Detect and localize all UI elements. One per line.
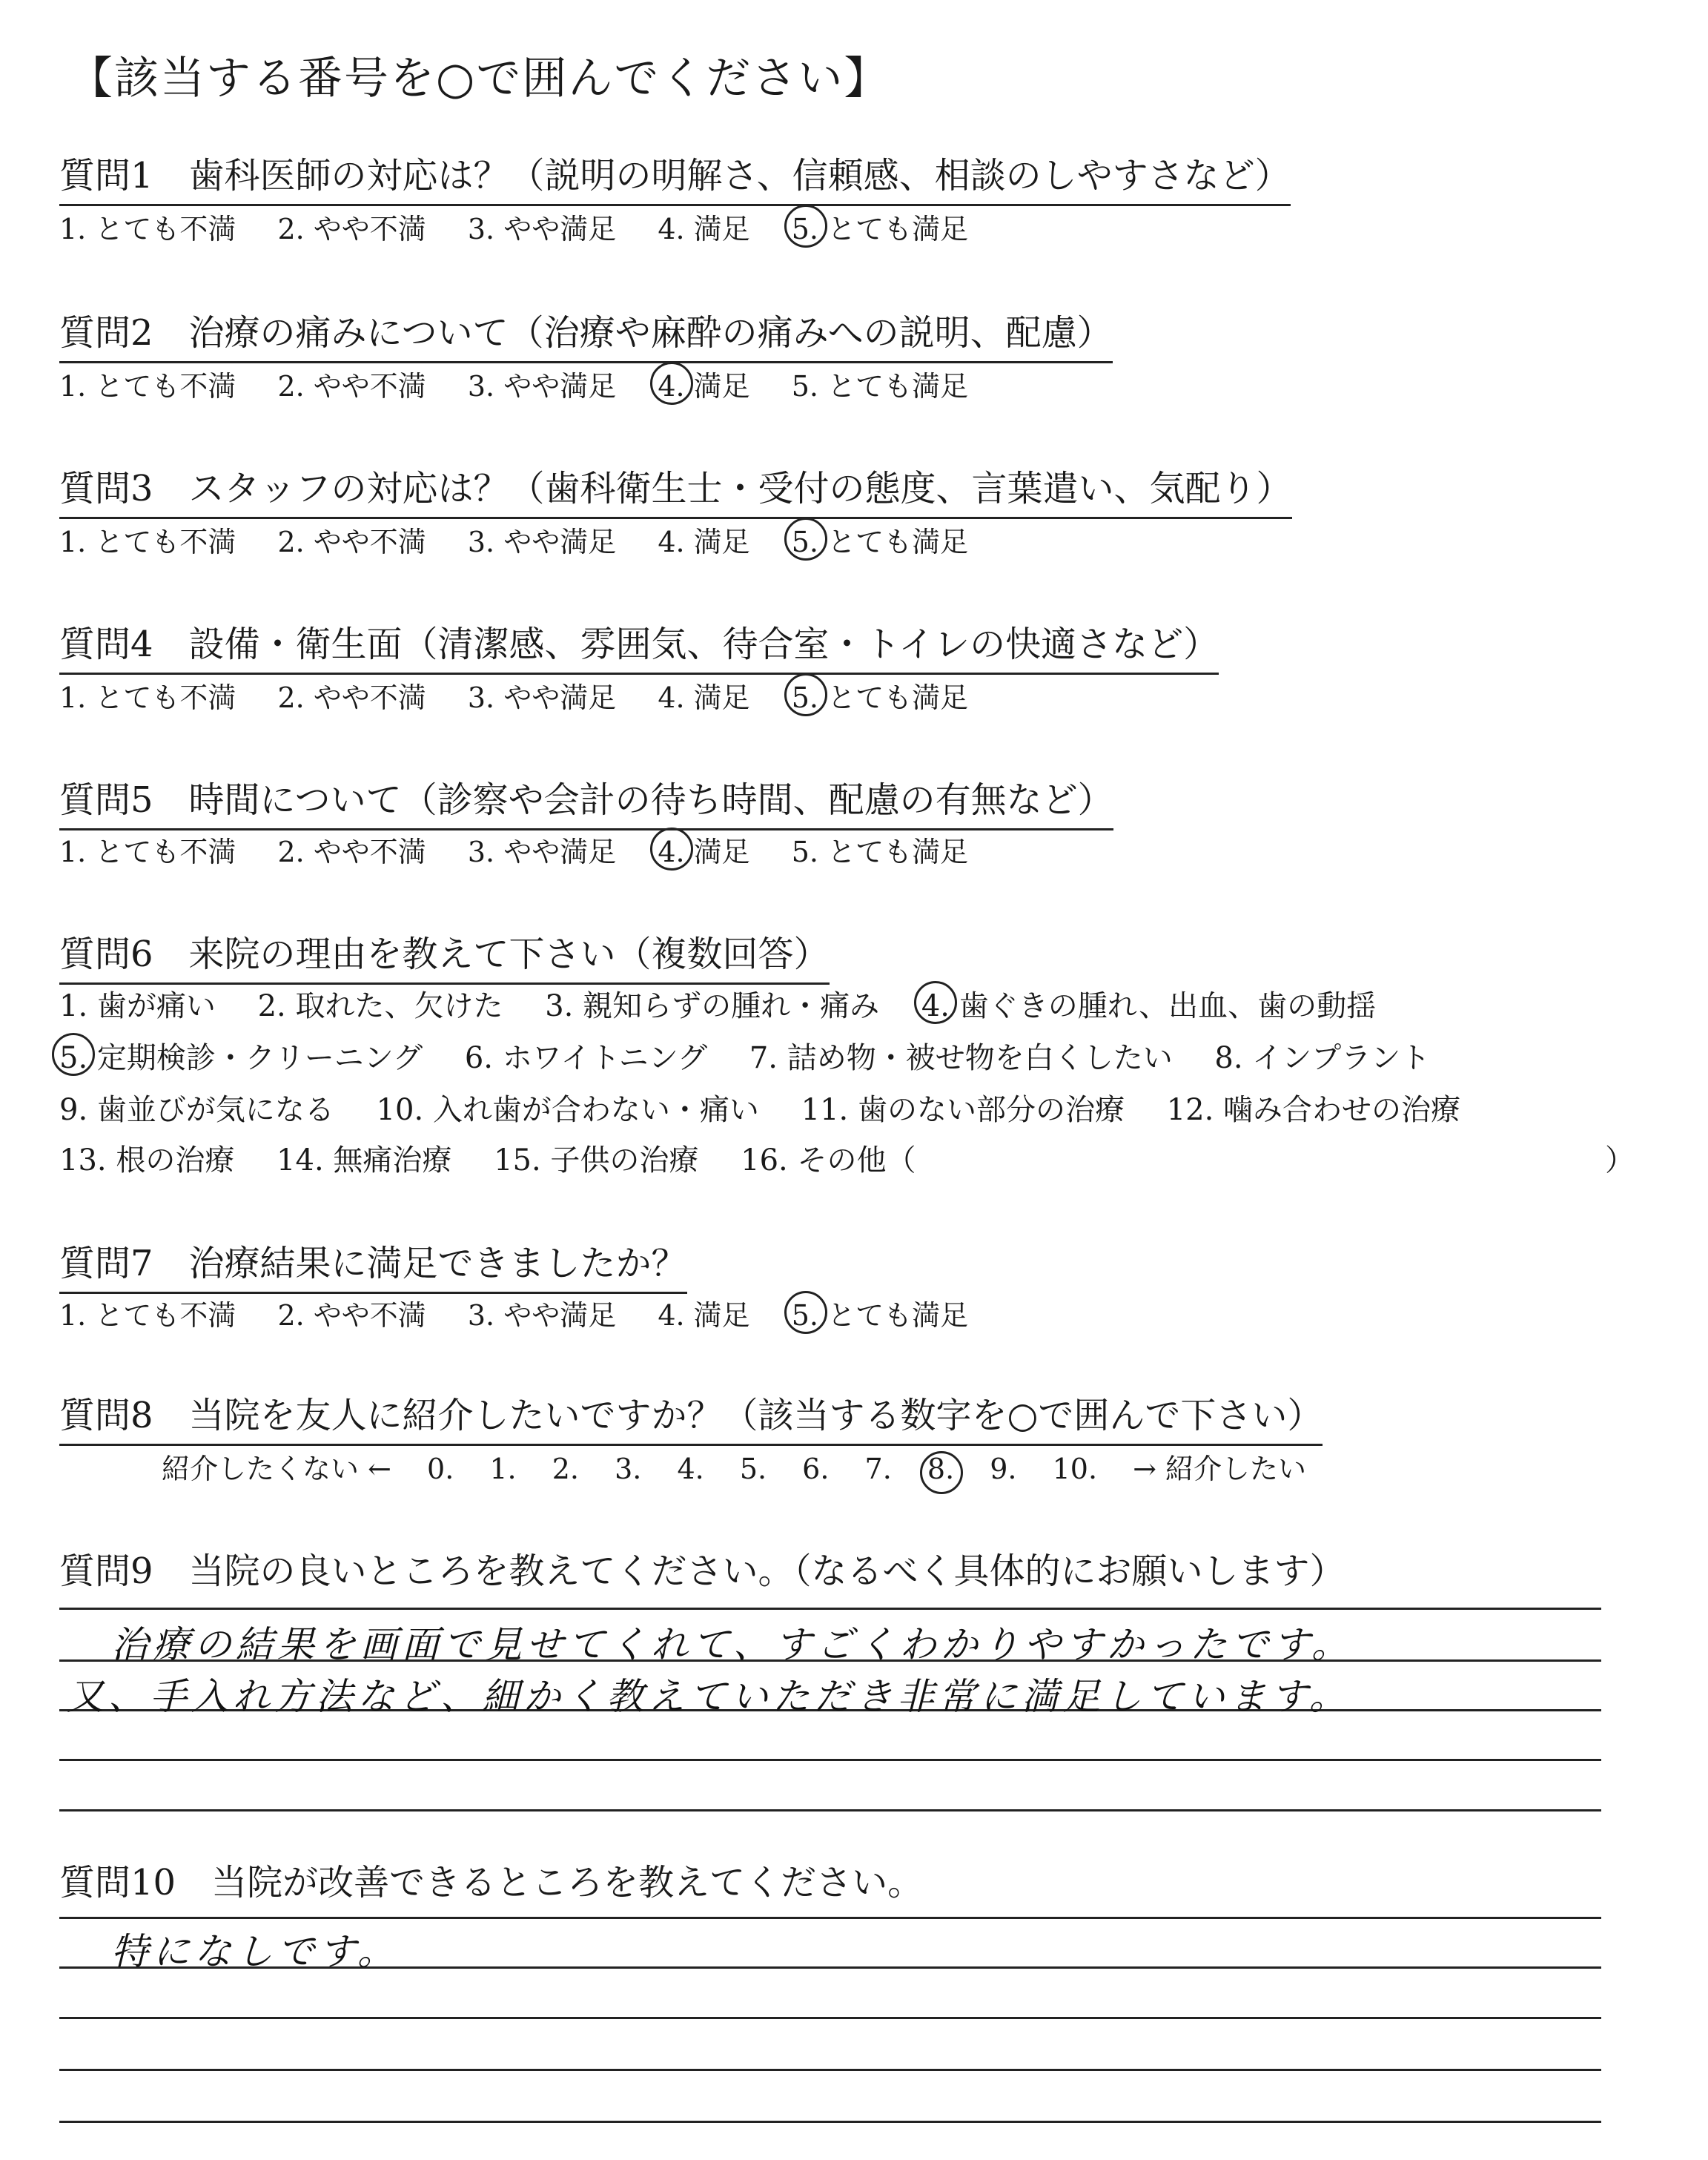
q9-handwritten-answer-line-2: 又、手入れ方法など、細かく教えていただき非常に満足しています。 — [67, 1675, 1351, 1718]
q8-number-4[interactable]: 4. — [677, 1453, 704, 1485]
q3-option-1[interactable]: 1. とても不満 — [59, 526, 236, 558]
q2-option-1[interactable]: 1. とても不満 — [59, 370, 236, 403]
q8-number-3[interactable]: 3. — [615, 1453, 642, 1485]
q2-title: 質問2 治療の痛みについて（治療や麻酔の痛みへの説明、配慮） — [59, 304, 1113, 363]
q7-option-2[interactable]: 2. やや不満 — [277, 1299, 426, 1332]
q4-option-3[interactable]: 3. やや満足 — [467, 681, 617, 714]
q3-option-3[interactable]: 3. やや満足 — [467, 526, 617, 558]
q6-option-6[interactable]: 6. ホワイトニング — [464, 1041, 708, 1075]
q8-number-9[interactable]: 9. — [990, 1453, 1017, 1485]
q6-option-1[interactable]: 1. 歯が痛い — [59, 989, 216, 1023]
q6-title: 質問6 来院の理由を教えて下さい（複数回答） — [59, 925, 830, 985]
q4-option-4[interactable]: 4. 満足 — [658, 681, 750, 714]
q5-title: 質問5 時間について（診察や会計の待ち時間、配慮の有無など） — [59, 771, 1113, 830]
q9-title: 質問9 当院の良いところを教えてください。（なるべく具体的にお願いします） — [59, 1550, 1345, 1592]
q2-option-3[interactable]: 3. やや満足 — [467, 370, 617, 403]
q10-title: 質問10 当院が改善できるところを教えてください。 — [59, 1862, 924, 1903]
q6-row-1 — [59, 982, 1409, 1025]
q2-options — [59, 363, 1001, 404]
q3-option-5-circled[interactable]: 5. とても満足 — [792, 519, 968, 560]
q6-option-16[interactable]: 16. その他（ — [741, 1143, 916, 1178]
q1-option-4[interactable]: 4. 満足 — [658, 213, 750, 245]
q8-number-2[interactable]: 2. — [552, 1453, 579, 1485]
q6-option-12[interactable]: 12. 噛み合わせの治療 — [1166, 1093, 1461, 1127]
q1-option-1[interactable]: 1. とても不満 — [59, 213, 236, 245]
q3-option-4[interactable]: 4. 満足 — [658, 526, 750, 558]
q6-option-2[interactable]: 2. 取れた、欠けた — [257, 989, 503, 1023]
q10-answer-rule-5 — [59, 2121, 1601, 2123]
q8-number-10[interactable]: 10. — [1052, 1453, 1098, 1485]
q1-title: 質問1 歯科医師の対応は？（説明の明解さ、信頼感、相談のしやすさなど） — [59, 147, 1291, 206]
q3-option-2[interactable]: 2. やや不満 — [277, 526, 426, 558]
q10-answer-rule-4 — [59, 2069, 1601, 2071]
q6-option-9[interactable]: 9. 歯並びが気になる — [59, 1093, 334, 1127]
q7-option-3[interactable]: 3. やや満足 — [467, 1299, 617, 1332]
q5-option-3[interactable]: 3. やや満足 — [467, 836, 617, 868]
q2-option-5[interactable]: 5. とても満足 — [791, 370, 969, 403]
q5-option-2[interactable]: 2. やや不満 — [277, 836, 426, 868]
q8-number-7[interactable]: 7. — [864, 1453, 892, 1485]
q5-option-5[interactable]: 5. とても満足 — [791, 836, 969, 868]
q7-option-4[interactable]: 4. 満足 — [658, 1299, 750, 1332]
q9-answer-rule-1 — [59, 1608, 1601, 1610]
q6-row-4 — [59, 1137, 1635, 1179]
q3-title: 質問3 スタッフの対応は？（歯科衛生士・受付の態度、言葉遣い、気配り） — [59, 460, 1292, 519]
q10-answer-rule-1 — [59, 1917, 1601, 1919]
q8-scale — [162, 1446, 1333, 1487]
q5-options — [59, 829, 1001, 870]
q9-handwritten-answer-line-1: 治療の結果を画面で見せてくれて、すごくわかりやすかったです。 — [111, 1623, 1353, 1666]
q4-option-5-circled[interactable]: 5. とても満足 — [792, 675, 968, 716]
q1-option-3[interactable]: 3. やや満足 — [467, 213, 617, 245]
q8-number-6[interactable]: 6. — [802, 1453, 830, 1485]
q7-option-1[interactable]: 1. とても不満 — [59, 1299, 236, 1332]
q6-option-14[interactable]: 14. 無痛治療 — [277, 1143, 452, 1178]
q4-option-2[interactable]: 2. やや不満 — [277, 681, 426, 714]
q1-option-5-circled[interactable]: 5. とても満足 — [792, 206, 968, 247]
q3-options — [59, 519, 1001, 560]
q4-options — [59, 675, 1001, 716]
q5-option-4-circled[interactable]: 4. 満足 — [658, 829, 749, 870]
q8-right-label: → 紹介したい — [1133, 1453, 1307, 1485]
q8-left-label: 紹介したくない ← — [162, 1453, 391, 1485]
q6-row-2 — [59, 1034, 1463, 1077]
q1-options — [59, 206, 1001, 247]
q7-options — [59, 1292, 1001, 1333]
q6-option-7[interactable]: 7. 詰め物・被せ物を白くしたい — [749, 1041, 1173, 1075]
q8-title: 質問8 当院を友人に紹介したいですか？（該当する数字を○で囲んで下さい） — [59, 1387, 1323, 1446]
q4-option-1[interactable]: 1. とても不満 — [59, 681, 236, 714]
q7-option-5-circled[interactable]: 5. とても満足 — [792, 1292, 968, 1333]
q10-answer-rule-3 — [59, 2017, 1601, 2019]
q1-option-2[interactable]: 2. やや不満 — [277, 213, 426, 245]
q6-option-4-circled[interactable]: 4. 歯ぐきの腫れ、出血、歯の動揺 — [921, 982, 1376, 1025]
q6-option-10[interactable]: 10. 入れ歯が合わない・痛い — [376, 1093, 759, 1127]
q6-option-15[interactable]: 15. 子供の治療 — [494, 1143, 699, 1178]
q6-option-5-circled[interactable]: 5. 定期検診・クリーニング — [59, 1034, 423, 1077]
q10-handwritten-answer-line-1: 特になしです。 — [111, 1930, 399, 1973]
q6-other-close: ） — [1605, 1143, 1635, 1178]
q9-answer-rule-5 — [59, 1809, 1601, 1811]
q5-option-1[interactable]: 1. とても不満 — [59, 836, 236, 868]
q9-answer-rule-4 — [59, 1759, 1601, 1761]
q8-number-5[interactable]: 5. — [739, 1453, 767, 1485]
q2-option-4-circled[interactable]: 4. 満足 — [658, 363, 749, 404]
q8-number-8-circled[interactable]: 8. — [927, 1453, 955, 1485]
q6-row-3 — [59, 1086, 1493, 1129]
q6-option-11[interactable]: 11. 歯のない部分の治療 — [801, 1093, 1125, 1127]
q6-option-13[interactable]: 13. 根の治療 — [59, 1143, 235, 1178]
q6-option-3[interactable]: 3. 親知らずの腫れ・痛み — [545, 989, 880, 1023]
q7-title: 質問7 治療結果に満足できましたか？ — [59, 1235, 687, 1294]
q8-number-1[interactable]: 1. — [489, 1453, 517, 1485]
q8-number-0[interactable]: 0. — [427, 1453, 454, 1485]
q4-title: 質問4 設備・衛生面（清潔感、雰囲気、待合室・トイレの快適さなど） — [59, 615, 1219, 675]
q2-option-2[interactable]: 2. やや不満 — [277, 370, 426, 403]
q6-option-8[interactable]: 8. インプラント — [1214, 1041, 1431, 1075]
form-header: 【該当する番号を○で囲んでください】 — [68, 53, 890, 105]
